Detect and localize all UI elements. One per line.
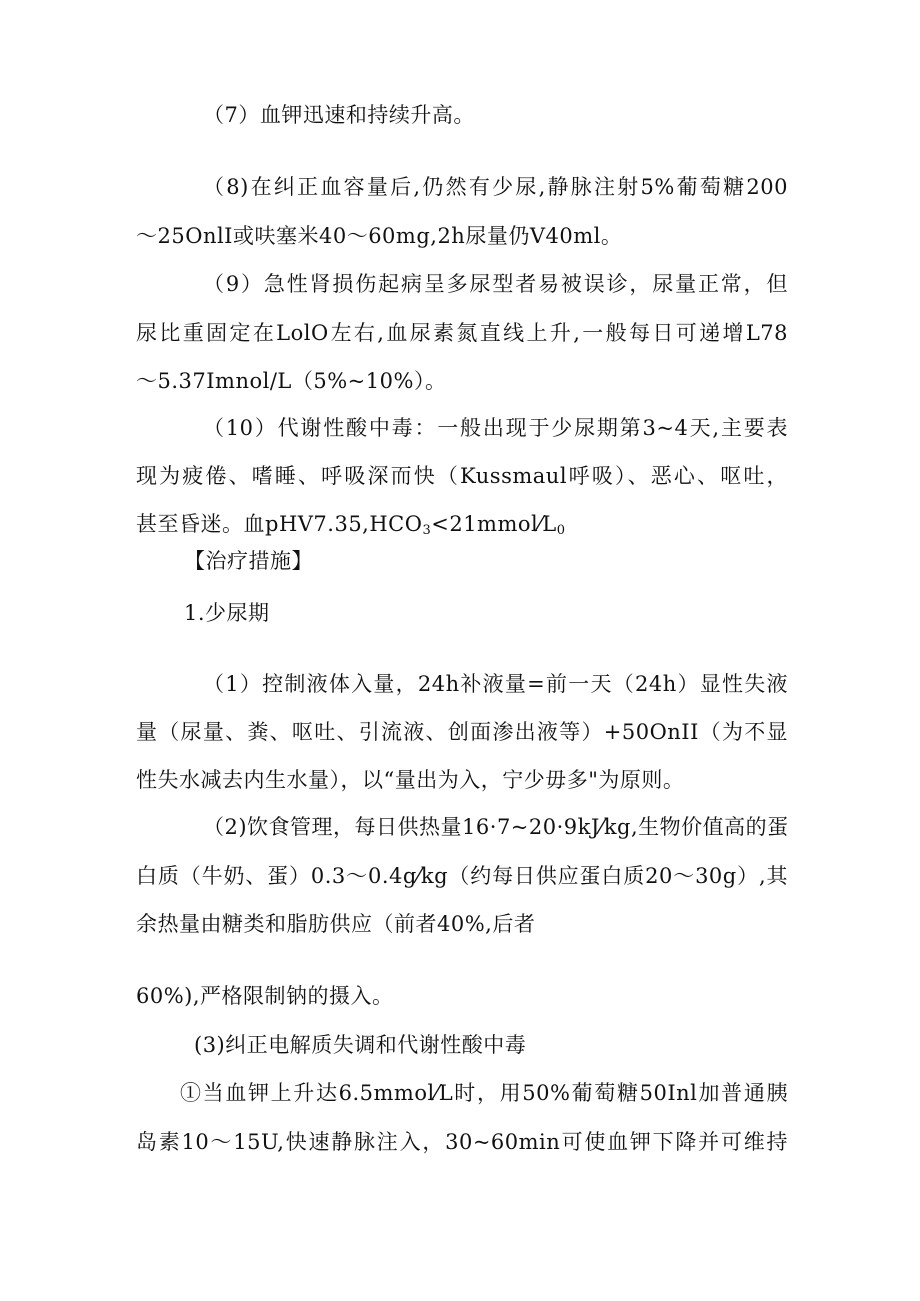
paragraph-line: 现为疲倦、嗜睡、呼吸深而快（Kussmaul呼吸）、恶心、呕吐， [136, 464, 788, 488]
text-run: 甚至昏迷。血pHV7.35,HCO [136, 512, 423, 536]
section-heading: 【治疗措施】 [184, 549, 313, 573]
paragraph-line: （9）急性肾损伤起病呈多尿型者易被误诊，尿量正常，但 [203, 272, 788, 296]
subscript: 0 [556, 523, 566, 538]
paragraph-line: （7）血钾迅速和持续升高。 [203, 103, 475, 127]
paragraph-line: 60%),严格限制钠的摄入。 [136, 984, 394, 1008]
paragraph-line: 余热量由糖类和脂肪供应（前者40%,后者 [136, 912, 536, 936]
subsection-heading: 1.少尿期 [184, 601, 270, 625]
subscript: 3 [422, 523, 432, 538]
text-run: <21mmol⁄L [431, 512, 557, 536]
paragraph-line: 尿比重固定在LolO左右,血尿素氮直线上升,一般每日可递增L78 [136, 321, 788, 345]
paragraph-line: （1）控制液体入量，24h补液量=前一天（24h）显性失液 [203, 672, 788, 696]
paragraph-line [136, 510, 565, 538]
paragraph-line: 岛素10～15U,快速静脉注入，30~60min可使血钾下降并可维持 [136, 1130, 788, 1154]
paragraph-line: 性失水减去内生水量），以“量出为入，宁少毋多"为原则。 [136, 768, 685, 792]
paragraph-line: ～25OnlI或呋塞米40～60mg,2h尿量仍V40ml。 [136, 224, 623, 248]
paragraph-line: （8)在纠正血容量后,仍然有少尿,静脉注射5%葡萄糖200 [203, 175, 788, 199]
paragraph-line: ～5.37Imnol/L（5%~10%）。 [136, 369, 447, 393]
paragraph-line: ①当血钾上升达6.5mmol⁄L时，用50%葡萄糖50Inl加普通胰 [180, 1081, 788, 1105]
paragraph-line: （2)饮食管理，每日供热量16·7~20·9kJ⁄kg,生物价值高的蛋 [203, 815, 789, 839]
paragraph-line: （10）代谢性酸中毒：一般出现于少尿期第3~4天,主要表 [203, 416, 788, 440]
subsection-heading: (3)纠正电解质失调和代谢性酸中毒 [194, 1033, 527, 1057]
paragraph-line: 量（尿量、粪、呕吐、引流液、创面渗出液等）+50OnII（为不显 [136, 720, 788, 744]
paragraph-line: 白质（牛奶、蛋）0.3～0.4g⁄kg（约每日供应蛋白质20～30g）,其 [136, 864, 788, 888]
